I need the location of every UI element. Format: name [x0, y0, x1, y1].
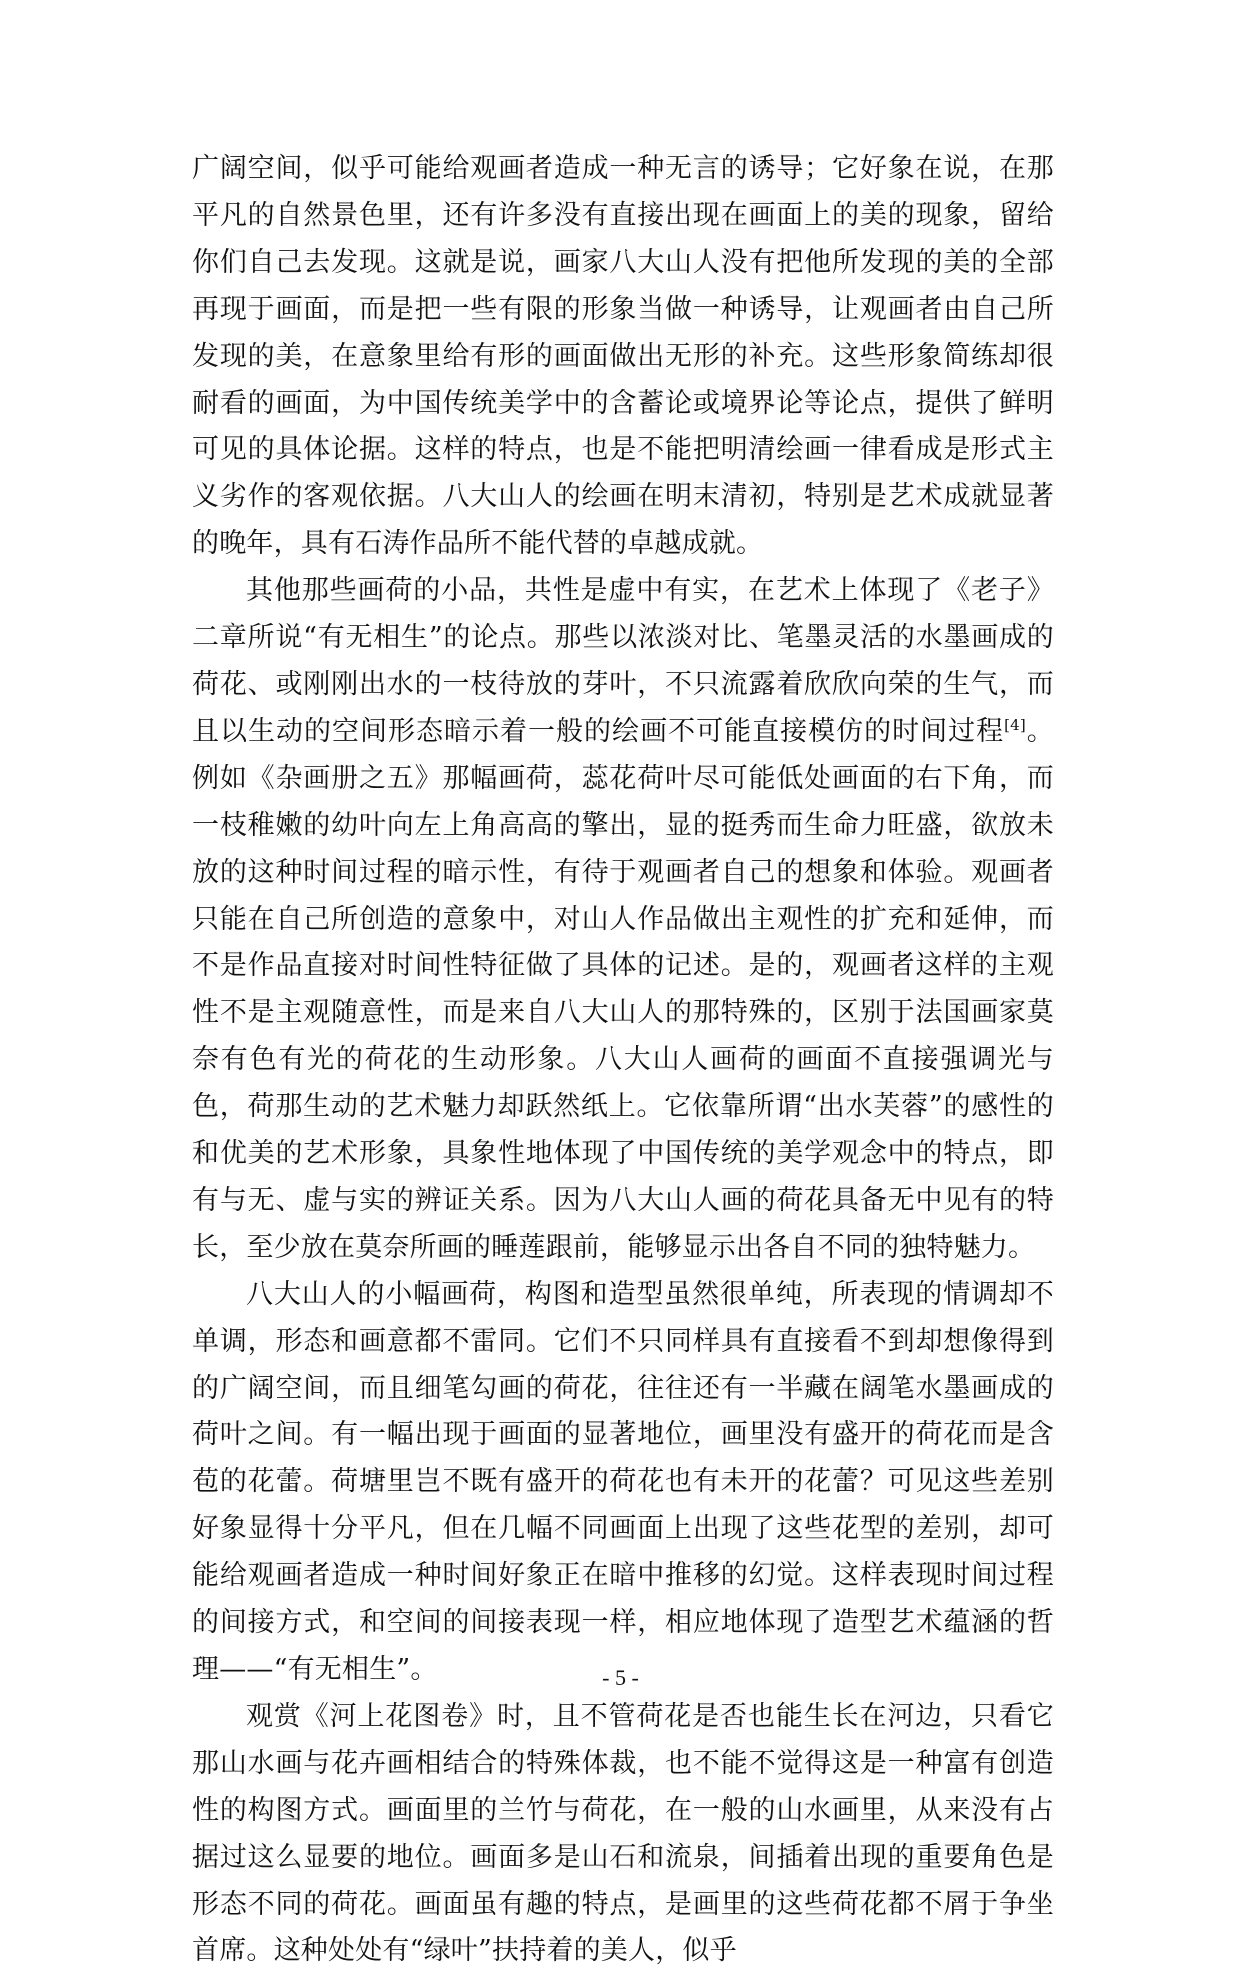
paragraph-2 — [192, 568, 1054, 1272]
citation-4: [4] — [1004, 715, 1026, 734]
paragraph-1: 广阔空间，似乎可能给观画者造成一种无言的诱导；它好象在说，在那平凡的自然景色里，还有许多没有直接出现在画面上的美的现象，留给你们自己去发现。这就是说，画家八大山人没有把他所发现的美的全部再现于画面，而是把一些有限的形象当做一种诱导，让观画者由自己所发现的美，在意象里给有形的画面做出无形的补充。这些形象简练却很耐看的画面，为中国传统美学中的含蓄论或境界论等论点，提供了鲜明可见的具体论据。这样的特点，也是不能把明清绘画一律看成是形式主义劣作的客观依据。八大山人的绘画在明末清初，特别是艺术成就显著的晚年，具有石涛作品所不能代替的卓越成就。 — [192, 153, 1054, 560]
page-body — [192, 146, 1054, 1975]
paragraph-3: 八大山人的小幅画荷，构图和造型虽然很单纯，所表现的情调却不单调，形态和画意都不雷同。它们不只同样具有直接看不到却想像得到的广阔空间，而且细笔勾画的荷花，往往还有一半藏在阔笔水墨画成的荷叶之间。有一幅出现于画面的显著地位，画里没有盛开的荷花而是含苞的花蕾。荷塘里岂不既有盛开的荷花也有未开的花蕾？可见这些差别好象显得十分平凡，但在几幅不同画面上出现了这些花型的差别，却可能给观画者造成一种时间好象正在暗中推移的幻觉。这样表现时间过程的间接方式，和空间的间接表现一样，相应地体现了造型艺术蕴涵的哲理——“有无相生”。 — [192, 1278, 1054, 1685]
paragraph-2-text-start: 其他那些画荷的小品，共性是虚中有实，在艺术上体现了《老子》二章所说“有无相生”的论点。那些以浓淡对比、笔墨灵活的水墨画成的荷花、或刚刚出水的一枝待放的芽叶，不只流露着欣欣向荣的生气，而且以生动的空间形态暗示着一般的绘画不可能直接模仿的时间过程 — [192, 575, 1054, 747]
paragraph-4: 观赏《河上花图卷》时，且不管荷花是否也能生长在河边，只看它那山水画与花卉画相结合的特殊体裁，也不能不觉得这是一种富有创造性的构图方式。画面里的兰竹与荷花，在一般的山水画里，从来没有占据过这么显要的地位。画面多是山石和流泉，间插着出现的重要角色是形态不同的荷花。画面虽有趣的特点，是画里的这些荷花都不屑于争坐首席。这种处处有“绿叶”扶持着的美人，似乎 — [192, 1700, 1054, 1967]
paragraph-2-text-end: 。例如《杂画册之五》那幅画荷，蕊花荷叶尽可能低处画面的右下角，而一枝稚嫩的幼叶向左上角高高的擎出，显的挺秀而生命力旺盛，欲放未放的这种时间过程的暗示性，有待于观画者自己的想象和体验。观画者只能在自己所创造的意象中，对山人作品做出主观性的扩充和延伸，而不是作品直接对时间性特征做了具体的记述。是的，观画者这样的主观性不是主观随意性，而是来自八大山人的那特殊的，区别于法国画家莫奈有色有光的荷花的生动形象。八大山人画荷的画面不直接强调光与色，荷那生动的艺术魅力却跃然纸上。它依靠所谓“出水芙蓉”的感性的和优美的艺术形象，具象性地体现了中国传统的美学观念中的特点，即有与无、虚与实的辨证关系。因为八大山人画的荷花具备无中见有的特长，至少放在莫奈所画的睡莲跟前，能够显示出各自不同的独特魅力。 — [192, 715, 1054, 1263]
page-number: - 5 - — [602, 1665, 639, 1690]
